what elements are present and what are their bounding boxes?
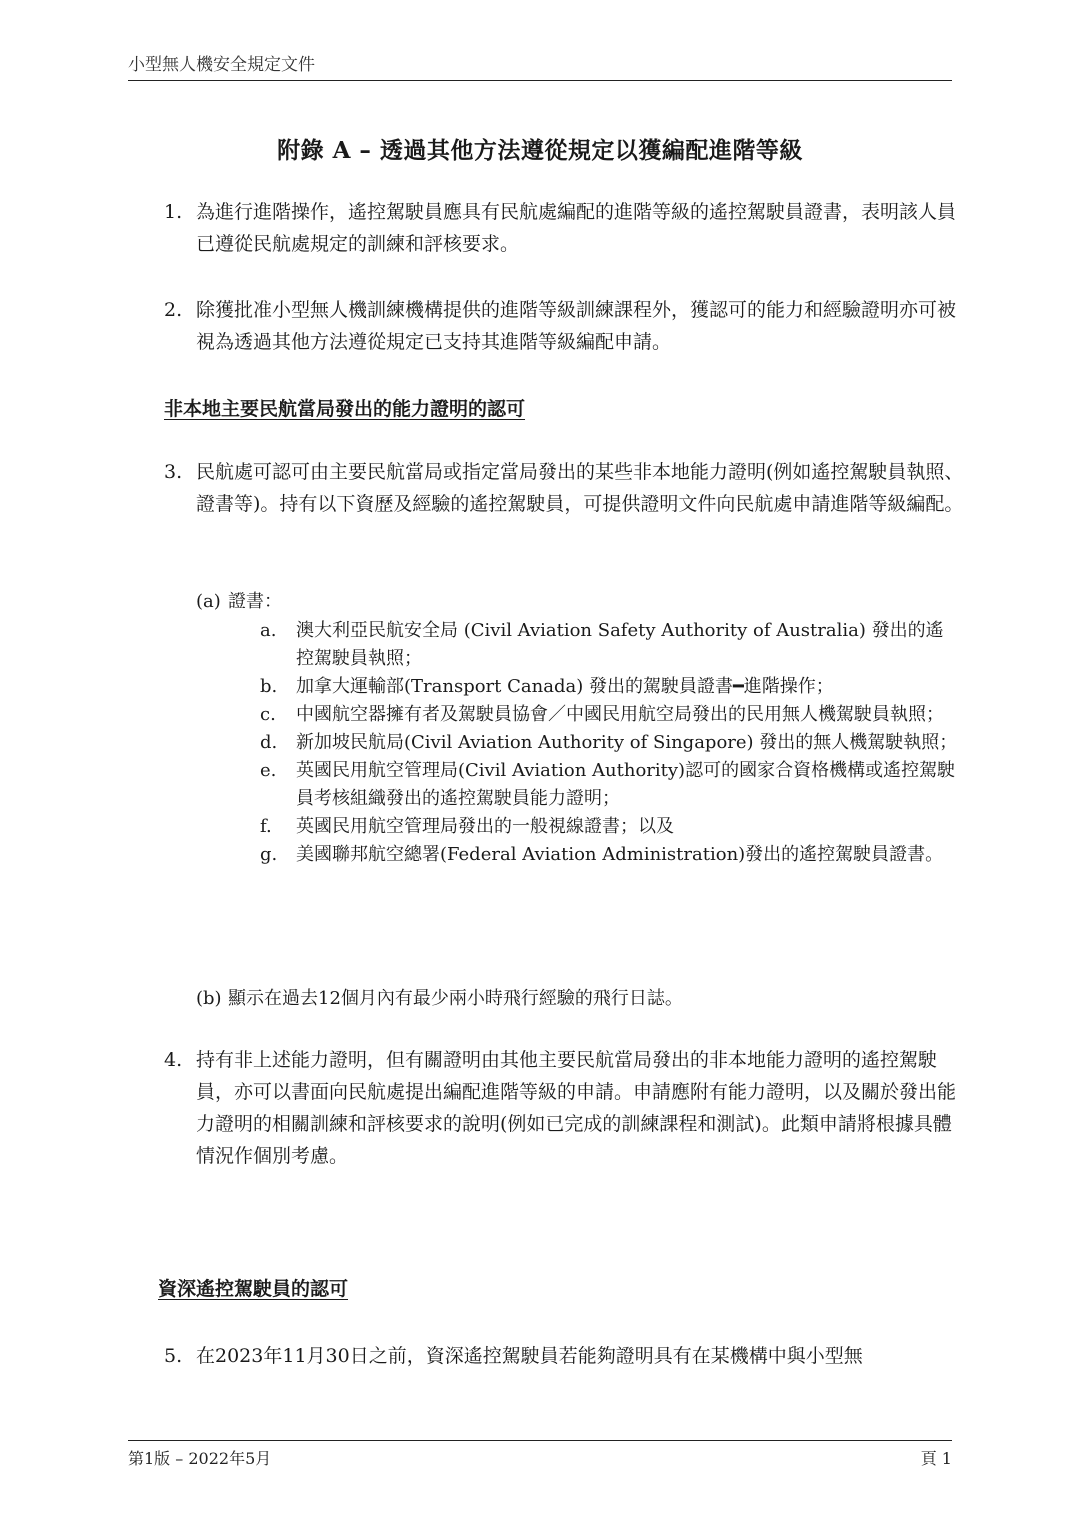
paragraph-number: 3. bbox=[164, 461, 183, 483]
footer-divider bbox=[128, 1440, 952, 1441]
paragraph-1 bbox=[164, 196, 964, 260]
list-text: 英國民用航空管理局(Civil Aviation Authority)認可的國家合資格機構或遙控駕駛員考核組織發出的遙控駕駛員能力證明； bbox=[296, 760, 956, 809]
sub-item-tag: (b) bbox=[196, 988, 222, 1009]
paragraph-2 bbox=[164, 294, 964, 358]
document-title: 附錄 A – 透過其他方法遵從規定以獲編配進階等級 bbox=[277, 137, 803, 164]
sub-item-a bbox=[196, 588, 282, 616]
header-divider bbox=[128, 80, 952, 81]
footer-page-number: 頁 1 bbox=[920, 1449, 952, 1468]
list-text: 加拿大運輸部(Transport Canada) 發出的駕駛員證書━進階操作； bbox=[296, 676, 834, 697]
list-letter: e. bbox=[260, 760, 277, 781]
section-heading-senior-pilot: 資深遙控駕駛員的認可 bbox=[158, 1278, 349, 1300]
paragraph-text: 持有非上述能力證明，但有關證明由其他主要民航當局發出的非本地能力證明的遙控駕駛員，亦可以書面向民航處提出編配進階等級的申請。申請應附有能力證明，以及關於發出能力證明的相關訓練和評核要求的說明(例如已完成的訓練課程和測試)。此類申請將根據具體情況作個別考慮。 bbox=[196, 1049, 957, 1167]
paragraph-number: 2. bbox=[164, 299, 183, 321]
list-letter: g. bbox=[260, 844, 278, 865]
list-text: 英國民用航空管理局發出的一般視線證書；以及 bbox=[296, 816, 674, 837]
paragraph-text: 為進行進階操作，遙控駕駛員應具有民航處編配的進階等級的遙控駕駛員證書，表明該人員已遵從民航處規定的訓練和評核要求。 bbox=[196, 201, 957, 255]
paragraph-text: 除獲批准小型無人機訓練機構提供的進階等級訓練課程外，獲認可的能力和經驗證明亦可被視為透過其他方法遵從規定已支持其進階等級編配申請。 bbox=[196, 299, 957, 353]
list-item bbox=[260, 813, 960, 841]
list-letter: d. bbox=[260, 732, 278, 753]
paragraph-text: 在2023年11月30日之前，資深遙控駕駛員若能夠證明具有在某機構中與小型無 bbox=[196, 1345, 863, 1367]
paragraph-number: 4. bbox=[164, 1049, 183, 1071]
list-text: 美國聯邦航空總署(Federal Aviation Administration)發出的遙控駕駛員證書。 bbox=[296, 844, 944, 865]
paragraph-number: 1. bbox=[164, 201, 183, 223]
list-item bbox=[260, 841, 960, 869]
list-item bbox=[260, 701, 960, 729]
document-header-title: 小型無人機安全規定文件 bbox=[128, 55, 315, 75]
list-item bbox=[260, 617, 960, 673]
list-letter: a. bbox=[260, 620, 277, 641]
certificate-list bbox=[260, 617, 960, 869]
paragraph-5 bbox=[164, 1340, 964, 1372]
list-letter: c. bbox=[260, 704, 276, 725]
list-text: 新加坡民航局(Civil Aviation Authority of Singapore) 發出的無人機駕駛執照； bbox=[296, 732, 958, 753]
sub-item-label: 證書： bbox=[228, 591, 282, 612]
list-item bbox=[260, 729, 960, 757]
paragraph-4 bbox=[164, 1044, 964, 1172]
sub-item-tag: (a) bbox=[196, 591, 221, 612]
list-item bbox=[260, 673, 960, 701]
list-text: 中國航空器擁有者及駕駛員協會／中國民用航空局發出的民用無人機駕駛員執照； bbox=[296, 704, 944, 725]
footer-version: 第1版 – 2022年5月 bbox=[128, 1449, 272, 1468]
sub-item-b bbox=[196, 985, 683, 1013]
sub-item-label: 顯示在過去12個月內有最少兩小時飛行經驗的飛行日誌。 bbox=[228, 988, 683, 1009]
section-heading-non-local: 非本地主要民航當局發出的能力證明的認可 bbox=[164, 398, 526, 420]
list-letter: f. bbox=[260, 816, 272, 837]
list-letter: b. bbox=[260, 676, 278, 697]
list-item bbox=[260, 757, 960, 813]
paragraph-text: 民航處可認可由主要民航當局或指定當局發出的某些非本地能力證明(例如遙控駕駛員執照、證書等)。持有以下資歷及經驗的遙控駕駛員，可提供證明文件向民航處申請進階等級編配。 bbox=[196, 461, 964, 515]
list-text: 澳大利亞民航安全局 (Civil Aviation Safety Authority of Australia) 發出的遙控駕駛員執照； bbox=[296, 620, 944, 669]
paragraph-number: 5. bbox=[164, 1345, 183, 1367]
paragraph-3 bbox=[164, 456, 964, 520]
